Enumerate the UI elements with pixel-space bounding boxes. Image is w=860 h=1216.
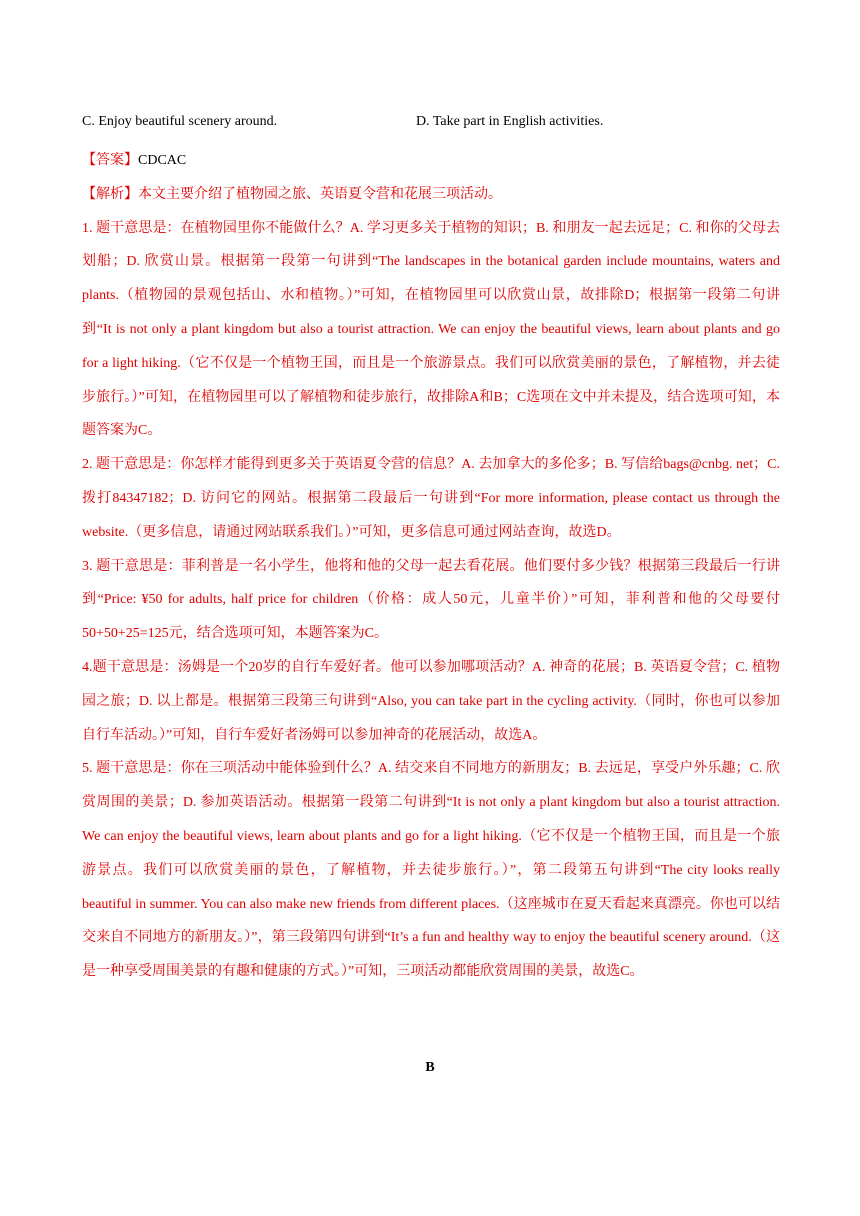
analysis-item-3: 3. 题干意思是：菲利普是一名小学生，他将和他的父母一起去看花展。他们要付多少钱？根据第三段最后一行讲到“Price: ¥50 for adults, half price for children（价格：成人50元，儿童半价）”可知，菲利普和他的父母要付50+50+25=125元，结合选项可知，本题答案为C。: [82, 558, 780, 642]
analysis-intro: 本文主要介绍了植物园之旅、英语夏令营和花展三项活动。: [138, 186, 502, 202]
option-d: D. Take part in English activities.: [416, 114, 604, 129]
answer-label: 【答案】: [82, 153, 138, 168]
section-heading-b: B: [425, 1060, 435, 1075]
analysis-intro-line: [82, 178, 780, 212]
analysis-item-2: 2. 题干意思是：你怎样才能得到更多关于英语夏令营的信息？A. 去加拿大的多伦多；B. 写信给bags@cnbg. net；C. 拨打84347182；D. 访问它的网站。根据第二段最后一句讲到“For more information, please contact us through the website.（更多信息，请通过网站联系我们。）”可知，更多信息可通过网站查询，故选D。: [82, 457, 780, 540]
analysis-item-4: 4.题干意思是：汤姆是一个20岁的自行车爱好者。他可以参加哪项活动？A. 神奇的花展；B. 英语夏令营；C. 植物园之旅；D. 以上都是。根据第三段第三句讲到“Also, you can take part in the cycling activity.（同时，你也可以参加自行车活动。）”可知，自行车爱好者汤姆可以参加神奇的花展活动，故选A。: [82, 659, 780, 743]
answer-value: CDCAC: [138, 153, 187, 168]
option-c: C. Enjoy beautiful scenery around.: [82, 114, 278, 129]
answer-line: [82, 144, 780, 178]
analysis-items: [82, 212, 780, 989]
analysis-label: 【解析】: [82, 186, 138, 202]
answer-analysis-block: [82, 144, 780, 989]
analysis-item-1: 1. 题干意思是：在植物园里你不能做什么？A. 学习更多关于植物的知识；B. 和朋友一起去远足；C. 和你的父母去划船；D. 欣赏山景。根据第一段第一句讲到“The landscapes in the botanical garden include mountains, waters and plants.（植物园的景观包括山、水和植物。）”可知，在植物园里可以欣赏山景，故排除D；根据第一段第二句讲到“It is not only a plant kingdom but also a tourist attraction. We can enjoy the beautiful views, learn about plants and go for a light hiking.（它不仅是一个植物王国，而且是一个旅游景点。我们可以欣赏美丽的景色，了解植物，并去徒步旅行。）”可知，在植物园里可以了解植物和徒步旅行，故排除A和B；C选项在文中并未提及，结合选项可知，本题答案为C。: [82, 220, 780, 439]
analysis-item-5: 5. 题干意思是：你在三项活动中能体验到什么？A. 结交来自不同地方的新朋友；B. 去远足，享受户外乐趣；C. 欣赏周围的美景；D. 参加英语活动。根据第一段第二句讲到“It is not only a plant kingdom but also a tourist attraction. We can enjoy the beautiful views, learn about plants and go for a light hiking.（它不仅是一个植物王国，而且是一个旅游景点。我们可以欣赏美丽的景色，了解植物，并去徒步旅行。）”，第二段第五句讲到“The city looks really beautiful in summer. You can also make new friends from different places.（这座城市在夏天看起来真漂亮。你也可以结交来自不同地方的新朋友。）”，第三段第四句讲到“It’s a fun and healthy way to enjoy the beautiful scenery around.（这是一种享受周围美景的有趣和健康的方式。）”可知，三项活动都能欣赏周围的美景，故选C。: [82, 761, 780, 980]
